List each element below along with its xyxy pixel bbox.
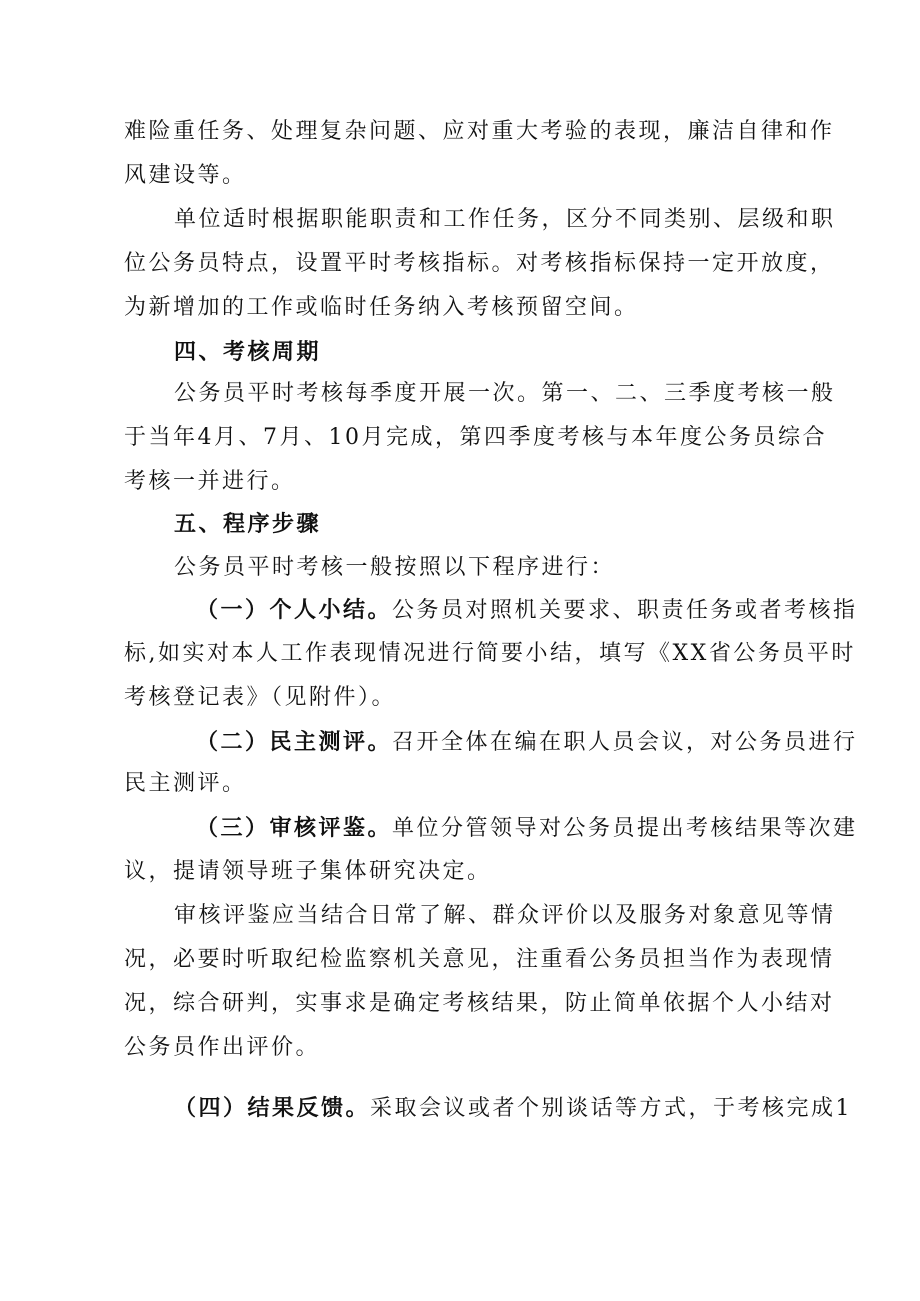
paragraph-line: 风建设等。	[124, 163, 247, 188]
paragraph-line: 民主测评。	[124, 771, 247, 796]
paragraph-line: 位公务员特点，设置平时考核指标。对考核指标保持一定开放度，	[124, 251, 835, 276]
step-title: （二）民主测评。	[196, 729, 393, 755]
section-heading: 四、考核周期	[174, 339, 322, 365]
step-text: 公务员对照机关要求、职责任务或者考核指	[392, 598, 858, 623]
paragraph-line: 单位适时根据职能职责和工作任务，区分不同类别、层级和职	[174, 207, 836, 232]
step-line	[174, 1094, 853, 1123]
step-text: 召开全体在编在职人员会议，对公务员进行	[392, 730, 858, 755]
paragraph-line: 公务员平时考核每季度开展一次。第一、二、三季度考核一般	[174, 381, 836, 406]
step-title: （三）审核评鉴。	[196, 815, 393, 841]
paragraph-line: 公务员平时考核一般按照以下程序进行：	[174, 555, 616, 580]
step-line	[196, 728, 858, 757]
step-title: （一）个人小结。	[196, 597, 393, 623]
paragraph-line: 标,如实对本人工作表现情况进行简要小结，填写《XX省公务员平时	[124, 641, 856, 666]
step-title: （四）结果反馈。	[174, 1095, 371, 1121]
paragraph-line: 为新增加的工作或临时任务纳入考核预留空间。	[124, 295, 639, 320]
paragraph-line: 考核登记表》（见附件）。	[124, 685, 397, 710]
paragraph-line: 于当年4月、7月、10月完成，第四季度考核与本年度公务员综合	[124, 425, 827, 450]
paragraph-line: 公务员作出评价。	[124, 1035, 321, 1060]
paragraph-line: 况，综合研判，实事求是确定考核结果，防止简单依据个人小结对	[124, 991, 835, 1016]
paragraph-line: 审核评鉴应当结合日常了解、群众评价以及服务对象意见等情	[174, 903, 836, 928]
step-line	[196, 814, 858, 843]
step-text: 单位分管领导对公务员提出考核结果等次建	[392, 816, 858, 841]
step-text: 采取会议或者个别谈话等方式，于考核完成1	[370, 1096, 853, 1121]
paragraph-line: 难险重任务、处理复杂问题、应对重大考验的表现，廉洁自律和作	[124, 119, 835, 144]
section-heading: 五、程序步骤	[174, 511, 322, 537]
paragraph-line: 议，提请领导班子集体研究决定。	[124, 859, 492, 884]
step-line	[196, 596, 858, 625]
paragraph-line: 况，必要时听取纪检监察机关意见，注重看公务员担当作为表现情	[124, 947, 835, 972]
paragraph-line: 考核一并进行。	[124, 469, 296, 494]
